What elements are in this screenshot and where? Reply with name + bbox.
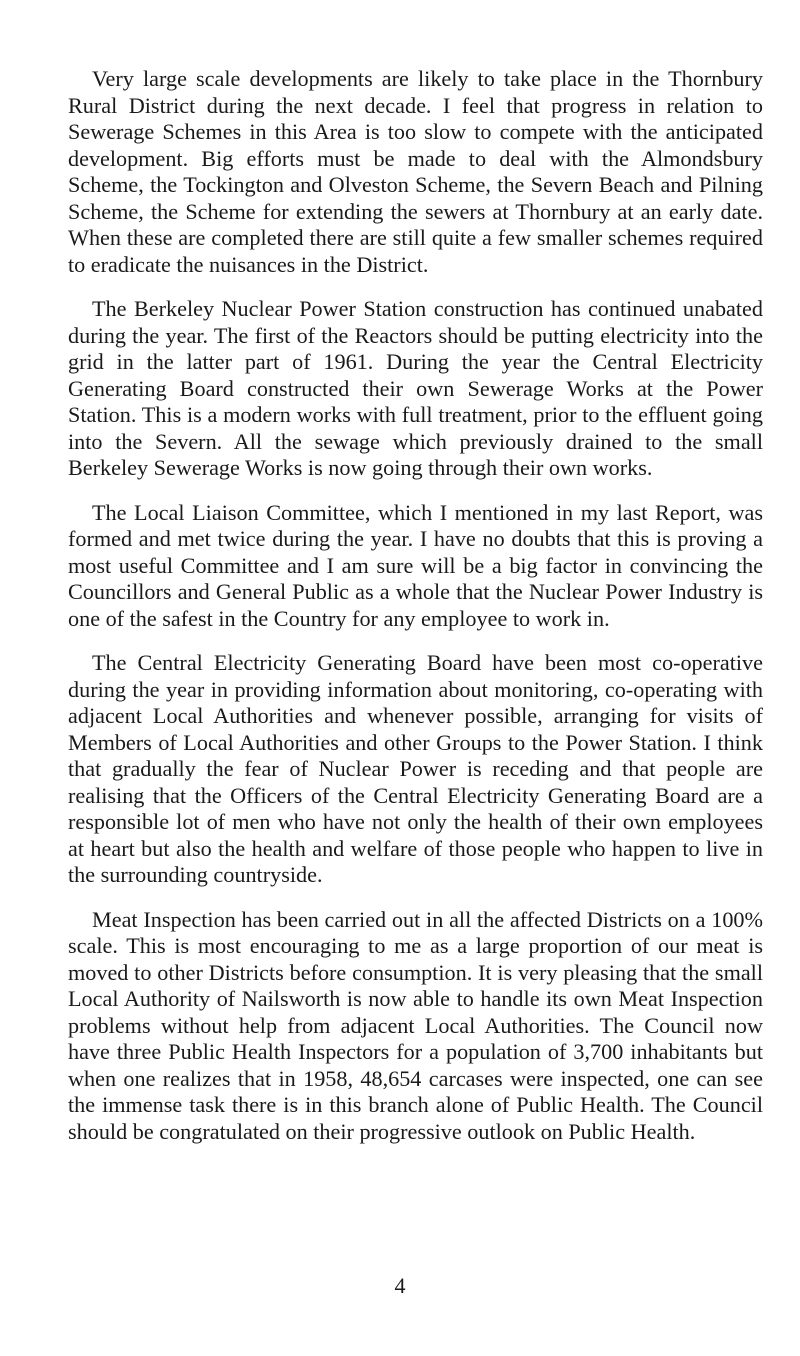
paragraph-sewerage-schemes: Very large scale developments are likely to take place in the Thornbury Rural District during the next decade. I feel that progress in relation to Sewerage Schemes in this Area is too slow to compete with the anticipated development. Big efforts must be made to deal with the Almondsbury Scheme, the Tockington and Olveston Scheme, the Severn Beach and Pilning Scheme, the Scheme for extending the sewers at Thornbury at an early date. When these are completed there are still quite a few smaller schemes required to eradicate the nuisances in the District.: [68, 66, 763, 277]
paragraph-berkeley-power-station: The Berkeley Nuclear Power Station construction has continued unabated during the year. The first of the Reactors should be putting electricity into the grid in the latter part of 1961. During the year the Central Electricity Generating Board constructed their own Sewerage Works at the Power Station. This is a modern works with full treatment, prior to the effluent going into the Severn. All the sewage which previously drained to the small Berkeley Sewerage Works is now going through their own works.: [68, 296, 763, 480]
document-body: [68, 66, 763, 1163]
paragraph-liaison-committee: The Local Liaison Committee, which I mentioned in my last Report, was formed and met twice during the year. I have no doubts that this is proving a most useful Committee and I am sure will be a big factor in convincing the Councillors and General Public as a whole that the Nuclear Power Industry is one of the safest in the Country for any employee to work in.: [68, 499, 763, 631]
paragraph-cegb-cooperation: The Central Electricity Generating Board have been most co-operative during the year in providing information about monitoring, co-operating with adjacent Local Authorities and whenever possible, arranging for visits of Members of Local Authorities and other Groups to the Power Station. I think that gradually the fear of Nuclear Power is receding and that people are realising that the Officers of the Central Electricity Generating Board are a responsible lot of men who have not only the health of their own employees at heart but also the health and welfare of those people who happen to live in the surrounding countryside.: [68, 650, 763, 887]
paragraph-meat-inspection: Meat Inspection has been carried out in all the affected Districts on a 100% scale. This is most encouraging to me as a large proportion of our meat is moved to other Districts before consumption. It is very pleasing that the small Local Authority of Nailsworth is now able to handle its own Meat Inspection problems without help from adjacent Local Authorities. The Council now have three Public Health Inspectors for a population of 3,700 inhabitants but when one realizes that in 1958, 48,654 carcases were inspected, one can see the immense task there is in this branch alone of Public Health. The Council should be congratulated on their progressive outlook on Public Health.: [68, 906, 763, 1144]
page-number: 4: [394, 1273, 406, 1298]
